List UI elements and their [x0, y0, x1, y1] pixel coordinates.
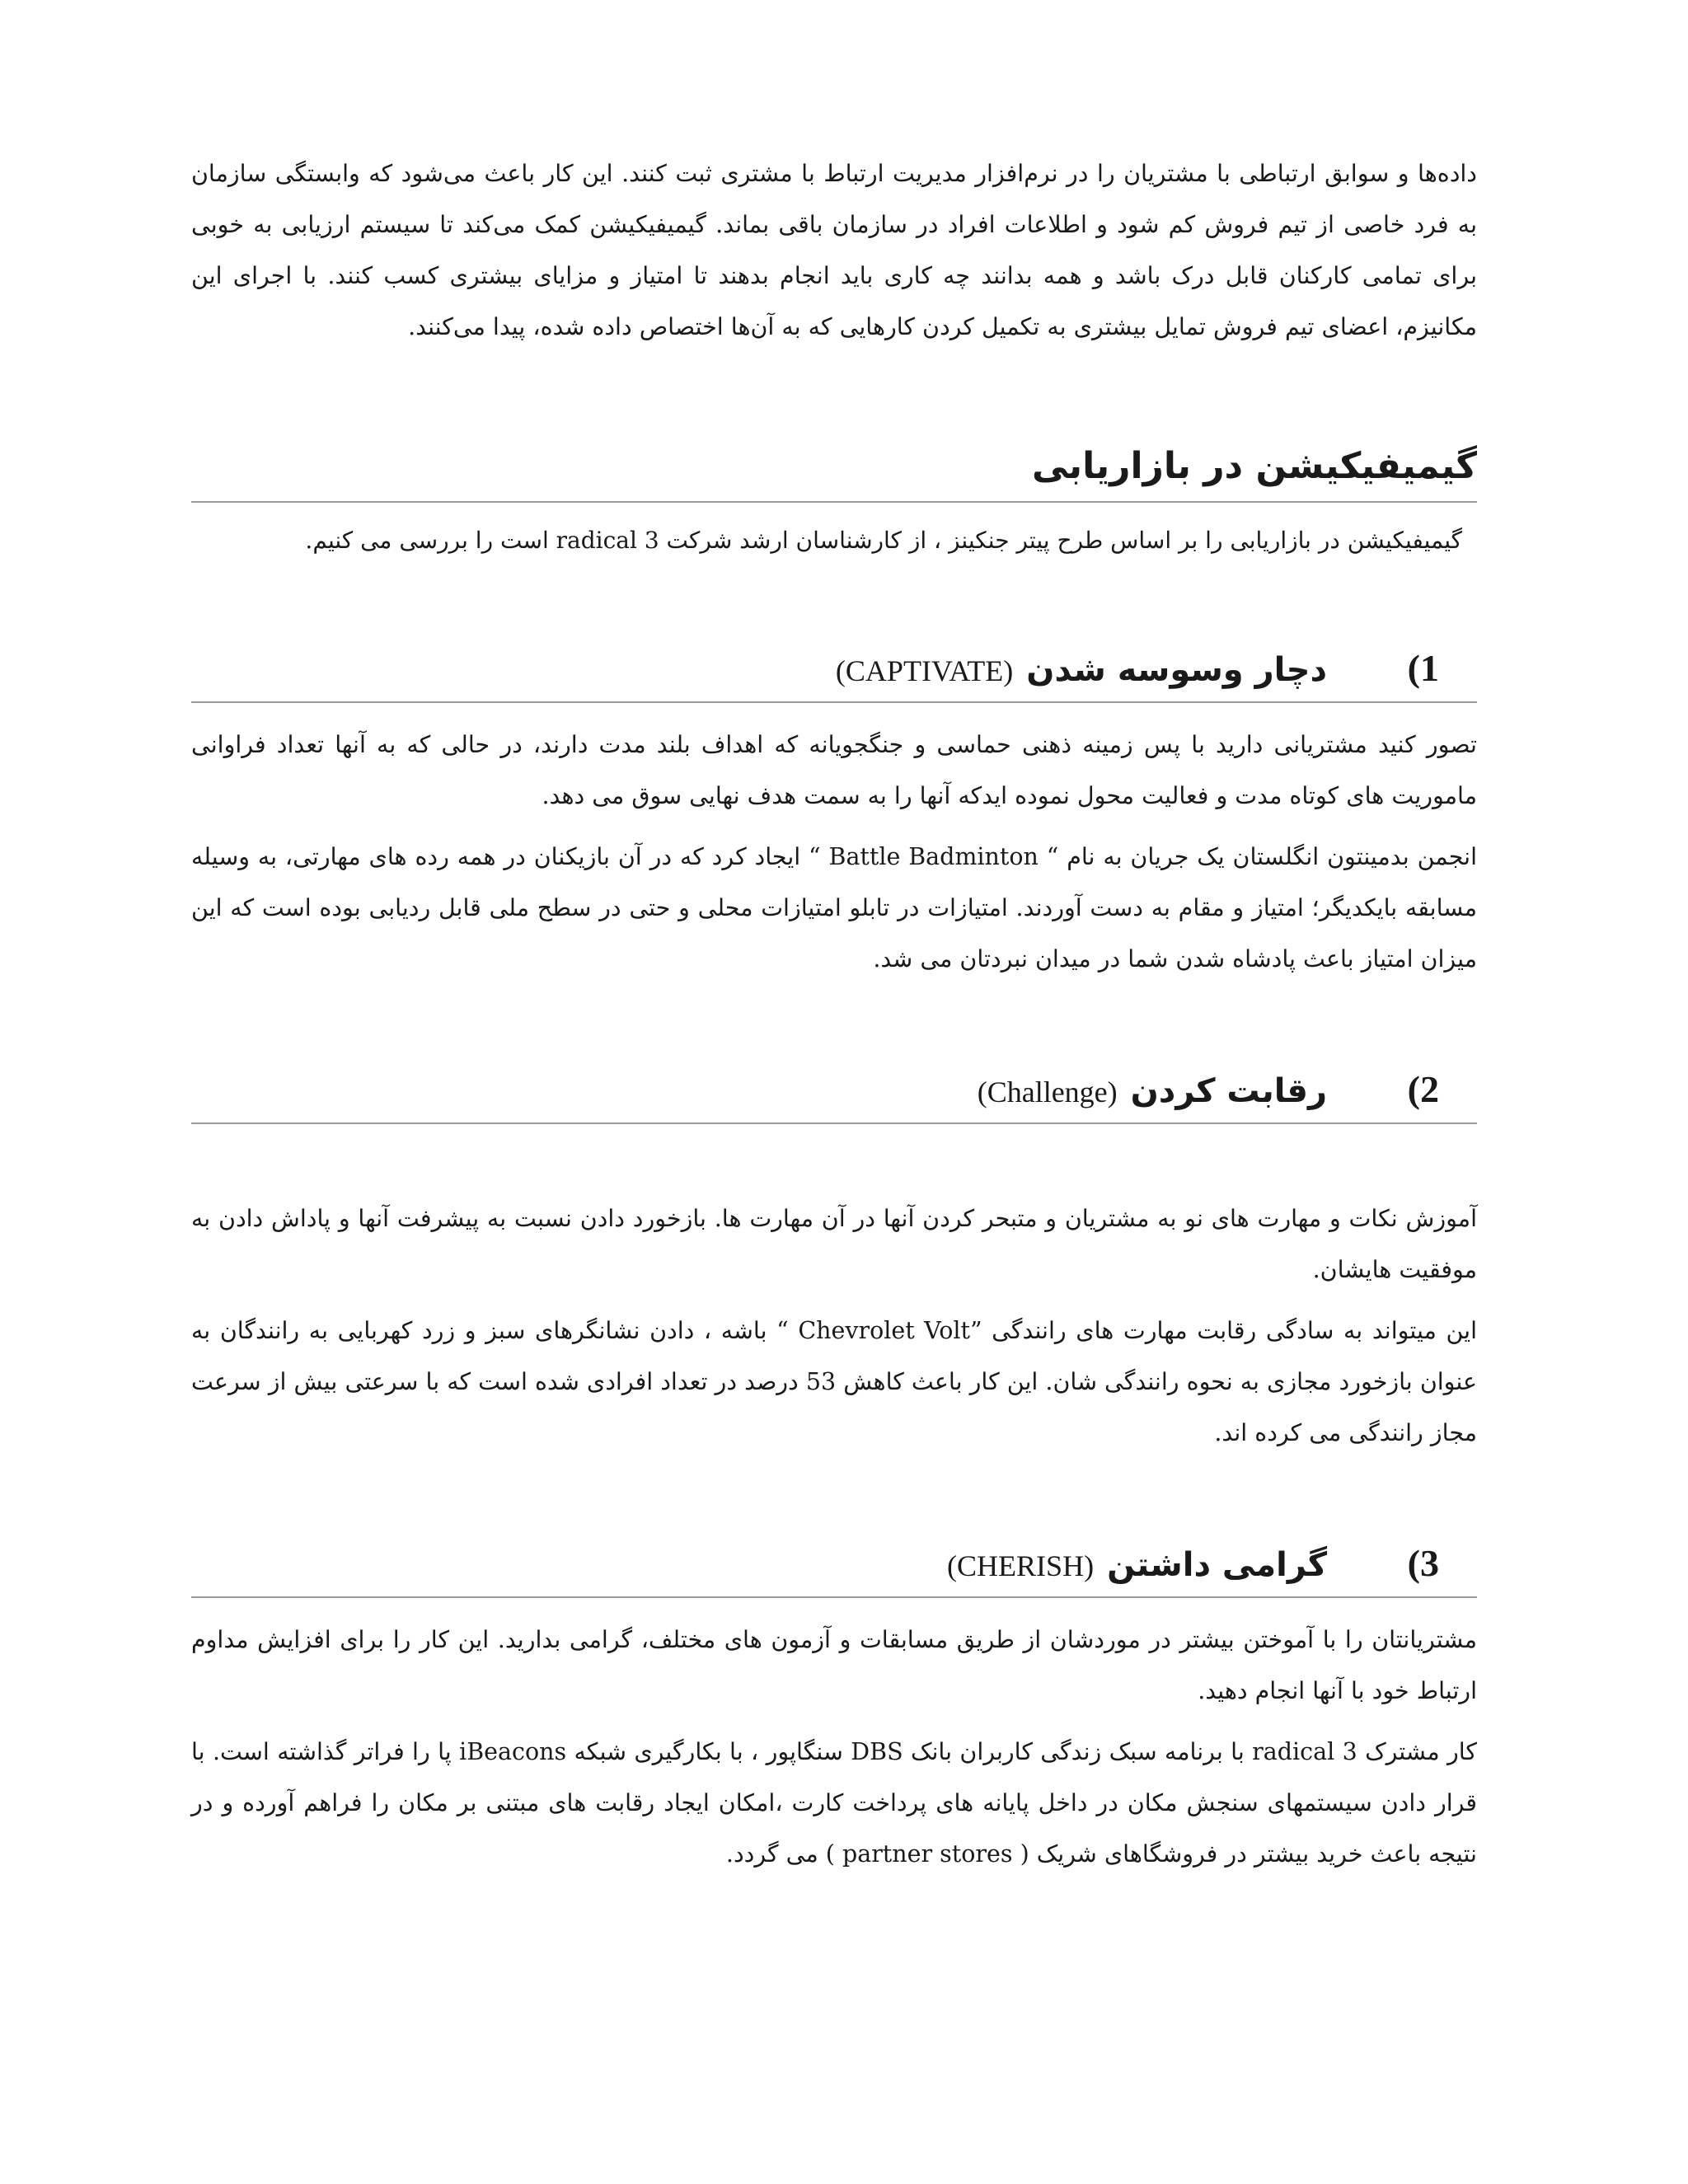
subsection-number: 2): [1407, 1068, 1439, 1110]
section-heading: گیمیفیکیشن در بازاریابی: [191, 442, 1477, 503]
document-page: [191, 148, 1477, 1880]
body-paragraph: کار مشترک radical 3 با برنامه سبک زندگی کاربران بانک DBS سنگاپور ، با بکارگیری شبکه iBeacons پا را فراتر گذاشته است. با قرار دادن سیستمهای سنجش مکان در داخل پایانه های پرداخت کارت ،امکان ایجاد رقابت های مبتنی بر مکان را فراهم آورده و در نتیجه باعث خرید بیشتر در فروشگاهای شریک ( partner stores ) می گردد.: [191, 1738, 1477, 1868]
body-paragraph: تصور کنید مشتریانی دارید با پس زمینه ذهنی حماسی و جنگجویانه که اهداف بلند مدت دارند، در حالی که به آنها تعداد فراوانی ماموریت های کوتاه مدت و فعالیت محول نموده ایدکه آنها را به سمت هدف نهایی سوق می دهد.: [191, 731, 1477, 809]
subsection-heading-2: [191, 1067, 1477, 1124]
subsection-body-1: [191, 719, 1477, 985]
subsection-heading-1: [191, 646, 1477, 703]
subsection-title: گرامی داشتن: [1107, 1546, 1327, 1584]
subsection-latin-title: (Challenge): [977, 1076, 1118, 1108]
subsection-body-3: [191, 1615, 1477, 1880]
body-paragraph: مشتریانتان را با آموختن بیشتر در موردشان از طریق مسابقات و آزمون های مختلف، گرامی بدارید. این کار را برای افزایش مداوم ارتباط خود با آنها انجام دهید.: [191, 1626, 1477, 1704]
body-paragraph: این میتواند به سادگی رقابت مهارت های رانندگی ”Chevrolet Volt “ باشه ، دادن نشانگرهای سبز و زرد کهربایی به رانندگان به عنوان بازخورد مجازی به نحوه رانندگی شان. این کار باعث کاهش 53 درصد در تعداد افرادی شده است که با سرعتی بیش از سرعت مجاز رانندگی می کرده اند.: [191, 1317, 1478, 1446]
subsection-heading-3: [191, 1541, 1477, 1598]
lead-paragraph: گیمیفیکیشن در بازاریابی را بر اساس طرح پیتر جنکینز ، از کارشناسان ارشد شرکت radical 3 است را بررسی می کنیم.: [305, 527, 1462, 554]
intro-paragraph: داده‌ها و سوابق ارتباطی با مشتریان را در نرم‌افزار مدیریت ارتباط با مشتری ثبت کنند. این کار باعث می‌شود که وابستگی سازمان به فرد خاصی از تیم فروش کم شود و اطلاعات افراد در سازمان باقی بماند. گیمیفیکیشن کمک می‌کند تا سیستم ارزیابی به خوبی برای تمامی کارکنان قابل درک باشد و همه بدانند چه کاری باید انجام بدهند تا امتیاز و مزایای بیشتری کسب کنند. با اجرای این مکانیزم، اعضای تیم فروش تمایل بیشتری به تکمیل کردن کارهایی که به آن‌ها اختصاص داده شده، پیدا می‌کنند.: [191, 160, 1477, 340]
subsection-number: 3): [1407, 1542, 1439, 1584]
subsection-title: رقابت کردن: [1130, 1072, 1327, 1110]
subsection-number: 1): [1407, 647, 1439, 689]
subsection-title: دچار وسوسه شدن: [1026, 651, 1327, 689]
subsection-latin-title: (CAPTIVATE): [835, 654, 1014, 687]
subsection-latin-title: (CHERISH): [947, 1549, 1095, 1582]
subsection-body-2: [191, 1193, 1477, 1459]
body-paragraph: انجمن بدمینتون انگلستان یک جریان به نام “ Battle Badminton “ ایجاد کرد که در آن بازیکنان در همه رده های مهارتی، به وسیله مسابقه بایکدیگر؛ امتیاز و مقام به دست آوردند. امتیازات در تابلو امتیازات محلی و حتی در سطح ملی قابل ردیابی بوده است که این میزان امتیاز باعث پادشاه شدن شما در میدان نبردتان می شد.: [191, 843, 1477, 972]
body-paragraph: آموزش نکات و مهارت های نو به مشتریان و متبحر کردن آنها در آن مهارت ها. بازخورد دادن نسبت به پیشرفت آنها و پاداش دادن به موفقیت هایشان.: [191, 1205, 1477, 1283]
